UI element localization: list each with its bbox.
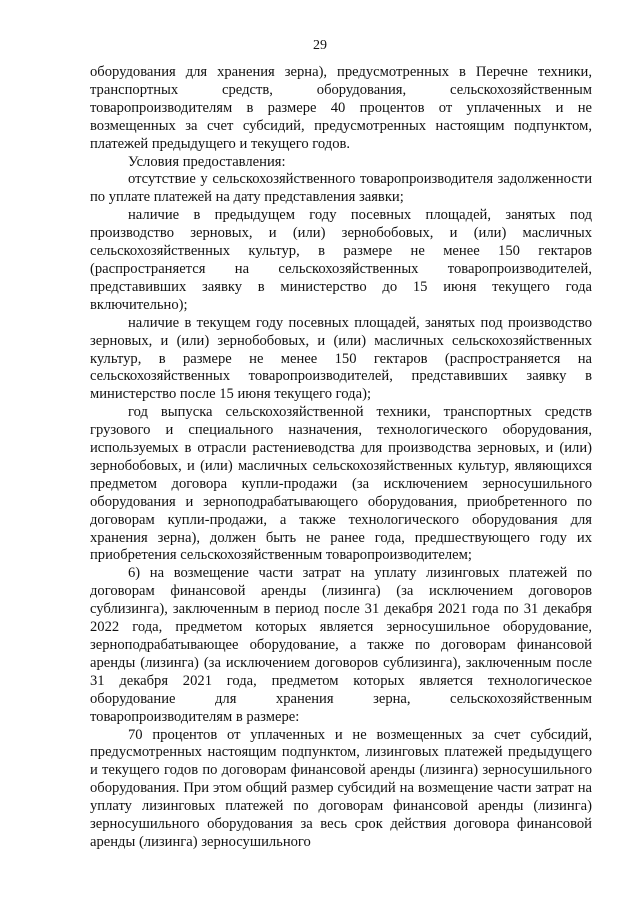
paragraph-continuation: оборудования для хранения зерна), предусмотренных в Перечне техники, транспортных средств, оборудования, сельскохозяйственным товаропроизводителям в размере 40 процентов от уплаченных и не возмещенных за счет субсидий, предусмотренных настоящим подпунктом, платежей предыдущего и текущего годов.	[90, 64, 592, 152]
paragraph-70-percent: 70 процентов от уплаченных и не возмещенных за счет субсидий, предусмотренных настоящим подпунктом, лизинговых платежей предыдущего и текущего годов по договорам финансовой аренды (лизинга) зерносушильного оборудования. При этом общий размер субсидий на возмещение части затрат на уплату лизинговых платежей по договорам финансовой аренды (лизинга) зерносушильного оборудования за весь срок действия договора финансовой аренды (лизинга) зерносушильного	[90, 726, 592, 850]
paragraph-item-6-leasing: 6) на возмещение части затрат на уплату лизинговых платежей по договорам финансовой аренды (лизинга) (за исключением договоров сублизинга), заключенным в период после 31 декабря 2021 года по 31 декабря 2022 года, предметом которых является зерносушильное оборудование, зерноподрабатывающее оборудование, а также по договорам финансовой аренды (лизинга) (за исключением договоров сублизинга), заключенным после 31 декабря 2021 года, предметом которых является технологическое оборудование для хранения зерна, сельскохозяйственным товаропроизводителям в размере:	[90, 565, 592, 725]
document-body	[90, 64, 592, 852]
paragraph-previous-year-area: наличие в предыдущем году посевных площадей, занятых под производство зерновых, и (или) зернобобовых, и (или) масличных сельскохозяйственных культур, в размере не менее 150 гектаров (распространяется на сельскохозяйственных товаропроизводителей, представивших заявку в министерство до 15 июня текущего года включительно);	[90, 207, 592, 313]
paragraph-current-year-area: наличие в текущем году посевных площадей, занятых под производство зерновых, и (или) зернобобовых, и (или) масличных сельскохозяйственных культур, в размере не менее 150 гектаров (распространяется на сельскохозяйственных товаропроизводителей, представивших заявку в министерство после 15 июня текущего года);	[90, 314, 592, 403]
paragraph-conditions-heading: Условия предоставления:	[128, 153, 286, 170]
page-number: 29	[313, 38, 327, 53]
paragraph-year-of-manufacture: год выпуска сельскохозяйственной техники, транспортных средств грузового и специального назначения, технологического оборудования, используемых в отрасли растениеводства для производства зерновых, и (или) зернобобовых, и (или) масличных сельскохозяйственных культур, являющихся предметом договора купли-продажи (за исключением зерносушильного оборудования и зерноподрабатывающего оборудования, приобретенного по договорам купли-продажи, а также технологического оборудования для хранения зерна), должен быть не ранее года, предшествующего году их приобретения сельскохозяйственным товаропроизводителем;	[90, 404, 592, 564]
paragraph-no-debt: отсутствие у сельскохозяйственного товаропроизводителя задолженности по уплате платежей на дату представления заявки;	[90, 171, 592, 206]
